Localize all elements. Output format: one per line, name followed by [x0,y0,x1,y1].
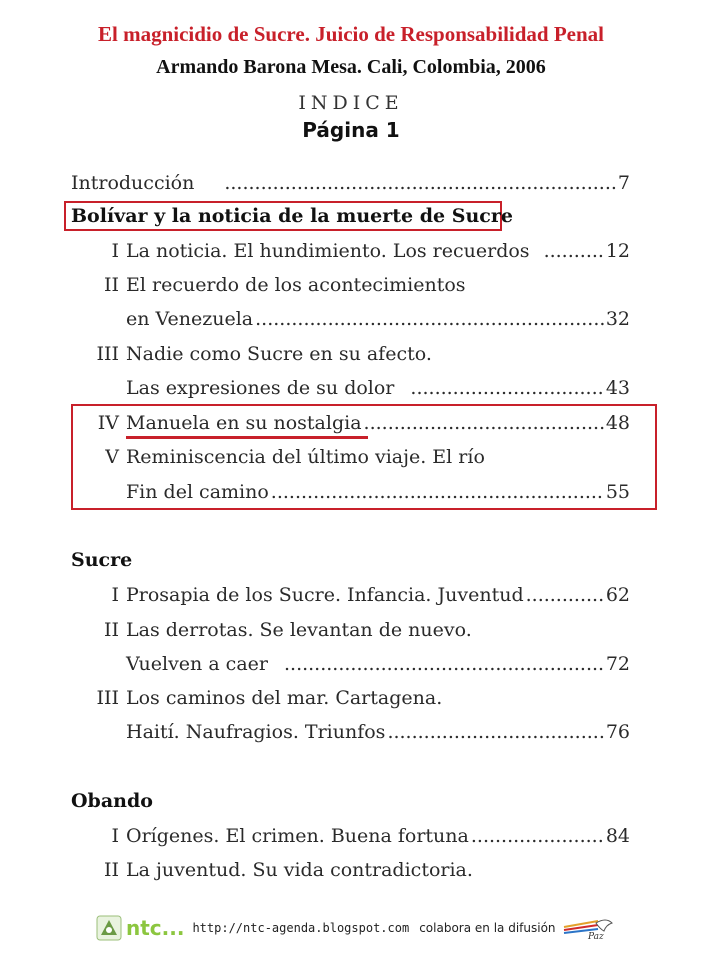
toc-page-number: 84 [605,825,630,847]
toc-entry-cont [126,373,630,403]
toc-entry [71,339,630,369]
toc-entry-text: Las expresiones de su dolor [126,377,395,399]
index-heading: INDICE [298,92,404,114]
section-title-bolivar: Bolívar y la noticia de la muerte de Sucre [71,205,513,227]
roman-numeral: III [96,343,119,365]
toc-entry [71,821,630,851]
roman-numeral: IV [97,412,119,434]
roman-numeral: III [96,687,119,709]
toc-entry [71,270,630,300]
roman-numeral: I [111,584,119,606]
toc-entry-text: Reminiscencia del último viaje. El río [126,446,485,468]
document-title: El magnicidio de Sucre. Juicio de Responsabilidad Penal [97,22,605,46]
toc-entry-cont [126,477,630,507]
roman-numeral: V [105,446,119,468]
footer [96,914,616,942]
toc-entry [71,580,630,610]
ntc-logo-icon [96,915,122,941]
document-subtitle: Armando Barona Mesa. Cali, Colombia, 2006 [156,56,546,78]
toc-entry [71,683,630,713]
peace-text: Paz [587,932,604,941]
toc-entry-cont [126,717,630,747]
toc-entry-text: La noticia. El hundimiento. Los recuerdos [126,240,530,262]
section-title-obando: Obando [71,790,153,812]
toc-page-number: 72 [605,653,630,675]
toc-entry-text: Orígenes. El crimen. Buena fortuna [126,825,469,847]
toc-entry-text: Vuelven a caer [126,653,268,675]
toc-entry-text: Fin del camino [126,481,269,503]
toc-entry-text: Introducción [71,172,195,194]
toc-entry-text: El recuerdo de los acontecimientos [126,274,466,296]
toc-entry [71,408,630,438]
toc-page-number: 48 [605,412,630,434]
toc-entry-text: Nadie como Sucre en su afecto. [126,343,432,365]
footer-collab-text: colabora en la difusión [419,921,556,935]
toc-entry-text: Haití. Naufragios. Triunfos [126,721,386,743]
toc-entry [71,615,630,645]
roman-numeral: II [103,859,119,881]
toc-entry-text: en Venezuela [126,308,254,330]
peace-dove-icon [560,915,616,941]
footer-url[interactable]: http://ntc-agenda.blogspot.com [192,921,410,935]
roman-numeral: II [103,274,119,296]
toc-entry-text: Manuela en su nostalgia [126,412,362,434]
toc-entry-text: Los caminos del mar. Cartagena. [126,687,443,709]
toc-page-number: 12 [605,240,630,262]
toc-entry-text: La juventud. Su vida contradictoria. [126,859,473,881]
toc-entry-text: Prosapia de los Sucre. Infancia. Juventud [126,584,524,606]
toc-page-number: 32 [605,308,630,330]
toc-entry-introduccion [71,168,630,198]
toc-entry [71,855,630,885]
roman-numeral: II [103,619,119,641]
ntc-logo-text: ntc... [126,916,185,940]
roman-numeral: I [111,825,119,847]
toc-entry [71,442,630,472]
toc-page-number: 7 [617,172,630,194]
toc-entry [71,236,630,266]
toc-entry-text: Las derrotas. Se levantan de nuevo. [126,619,472,641]
toc-page-number: 55 [605,481,630,503]
toc-entry-cont [126,304,630,334]
page-label: Página 1 [302,118,400,142]
roman-numeral: I [111,240,119,262]
toc-page-number: 43 [605,377,630,399]
section-title-sucre: Sucre [71,549,133,571]
toc-entry-cont [126,649,630,679]
toc-page-number: 62 [605,584,630,606]
toc-page-number: 76 [605,721,630,743]
